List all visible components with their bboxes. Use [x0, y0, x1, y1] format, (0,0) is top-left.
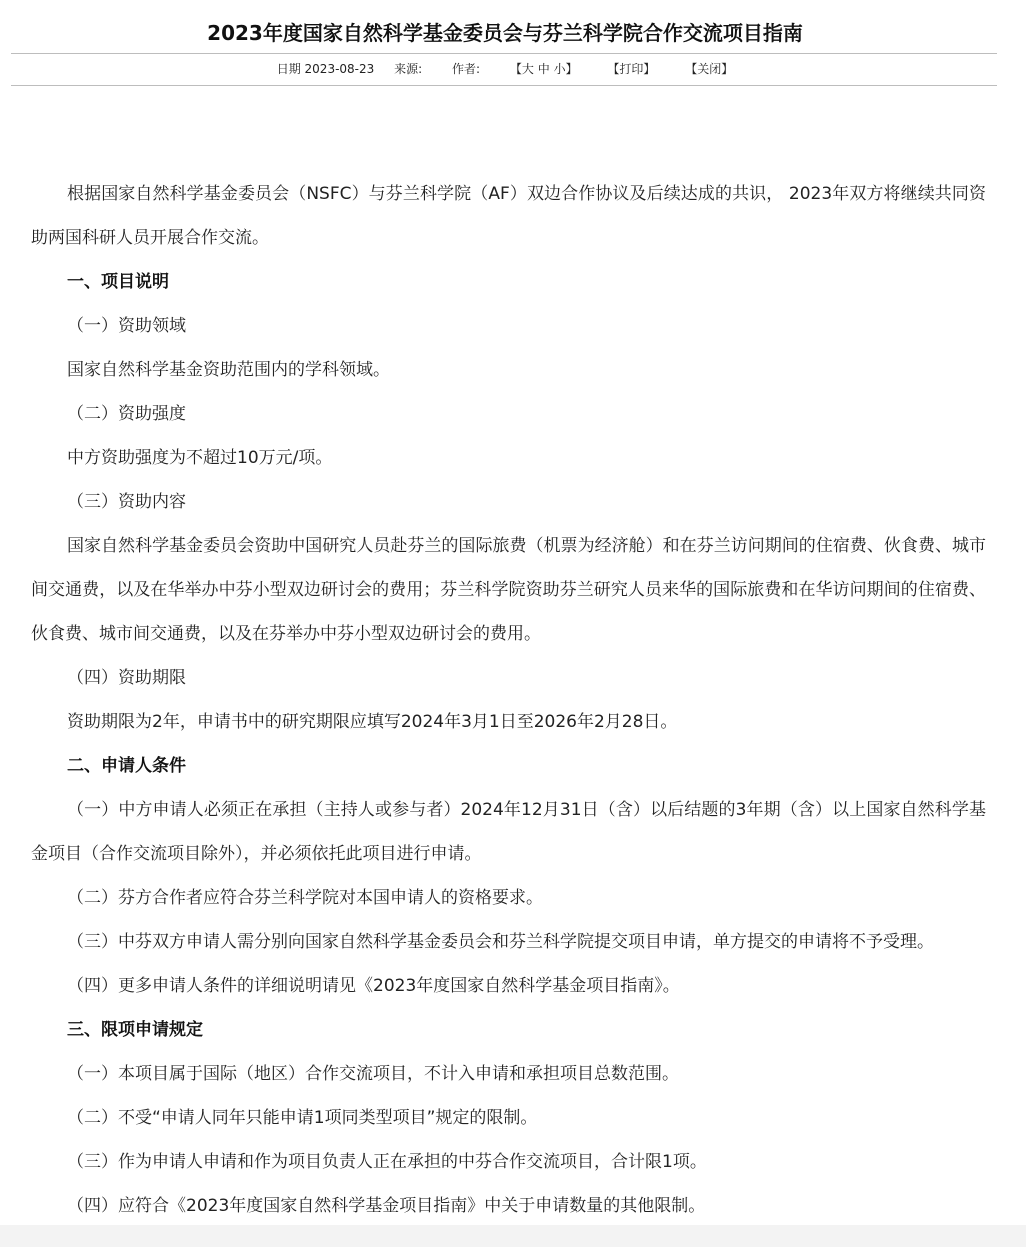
subsection-heading: （二）资助强度: [67, 404, 186, 424]
subsection-heading: （一）资助领域: [67, 316, 186, 336]
publish-date: 日期 2023-08-23: [276, 62, 375, 76]
close-link[interactable]: 【关闭】: [685, 62, 734, 76]
font-size-bracket-open: 【: [509, 62, 522, 76]
section-heading: 一、项目说明: [67, 272, 169, 292]
body-paragraph: （二）不受“申请人同年只能申请1项同类型项目”规定的限制。: [67, 1108, 538, 1128]
font-size-bracket-close: 】: [565, 62, 578, 76]
body-paragraph: 国家自然科学基金委员会资助中国研究人员赴芬兰的国际旅费（机票为经济舱）和在芬兰访问期间的住宿费、伙食费、城市间交通费，以及在华举办中芬小型双边研讨会的费用；芬兰科学院资助芬兰研究人员来华的国际旅费和在华访问期间的住宿费、伙食费、城市间交通费，以及在芬举办中芬小型双边研讨会的费用。: [31, 536, 986, 644]
body-paragraph: （二）芬方合作者应符合芬兰科学院对本国申请人的资格要求。: [67, 888, 543, 908]
article-body: [31, 172, 986, 1228]
body-paragraph: （四）更多申请人条件的详细说明请见《2023年度国家自然科学基金项目指南》。: [67, 976, 680, 996]
subsection-heading: （四）资助期限: [67, 668, 186, 688]
article-meta-bar: [0, 60, 1010, 78]
body-paragraph: （三）作为申请人申请和作为项目负责人正在承担的中芬合作交流项目，合计限1项。: [67, 1152, 707, 1172]
author-label: 作者:: [451, 62, 481, 76]
font-size-large-link[interactable]: 大: [521, 62, 534, 76]
intro-paragraph: 根据国家自然科学基金委员会（NSFC）与芬兰科学院（AF）双边合作协议及后续达成的共识， 2023年双方将继续共同资助两国科研人员开展合作交流。: [31, 184, 986, 248]
body-paragraph: （一）中方申请人必须正在承担（主持人或参与者）2024年12月31日（含）以后结题的3年期（含）以上国家自然科学基金项目（合作交流项目除外），并必须依托此项目进行申请。: [31, 800, 986, 864]
subsection-heading: （三）资助内容: [67, 492, 186, 512]
font-size-medium-link[interactable]: 中: [537, 62, 550, 76]
font-size-switcher: [510, 60, 578, 78]
title-divider: [11, 53, 997, 54]
body-paragraph: 中方资助强度为不超过10万元/项。: [67, 448, 333, 468]
body-paragraph: （四）应符合《2023年度国家自然科学基金项目指南》中关于申请数量的其他限制。: [67, 1196, 706, 1216]
meta-divider: [11, 85, 997, 86]
page-title: 2023年度国家自然科学基金委员会与芬兰科学院合作交流项目指南: [207, 21, 803, 45]
body-paragraph: （一）本项目属于国际（地区）合作交流项目，不计入申请和承担项目总数范围。: [67, 1064, 679, 1084]
print-link[interactable]: 【打印】: [607, 62, 656, 76]
body-paragraph: （三）中芬双方申请人需分别向国家自然科学基金委员会和芬兰科学院提交项目申请，单方提交的申请将不予受理。: [67, 932, 934, 952]
body-paragraph: 国家自然科学基金资助范围内的学科领域。: [67, 360, 390, 380]
section-heading: 二、申请人条件: [67, 756, 186, 776]
body-paragraph: 资助期限为2年，申请书中的研究期限应填写2024年3月1日至2026年2月28日。: [67, 712, 678, 732]
page-bottom-strip: [0, 1225, 1026, 1247]
source-label: 来源:: [394, 62, 423, 76]
section-heading: 三、限项申请规定: [67, 1020, 203, 1040]
font-size-small-link[interactable]: 小: [553, 62, 566, 76]
